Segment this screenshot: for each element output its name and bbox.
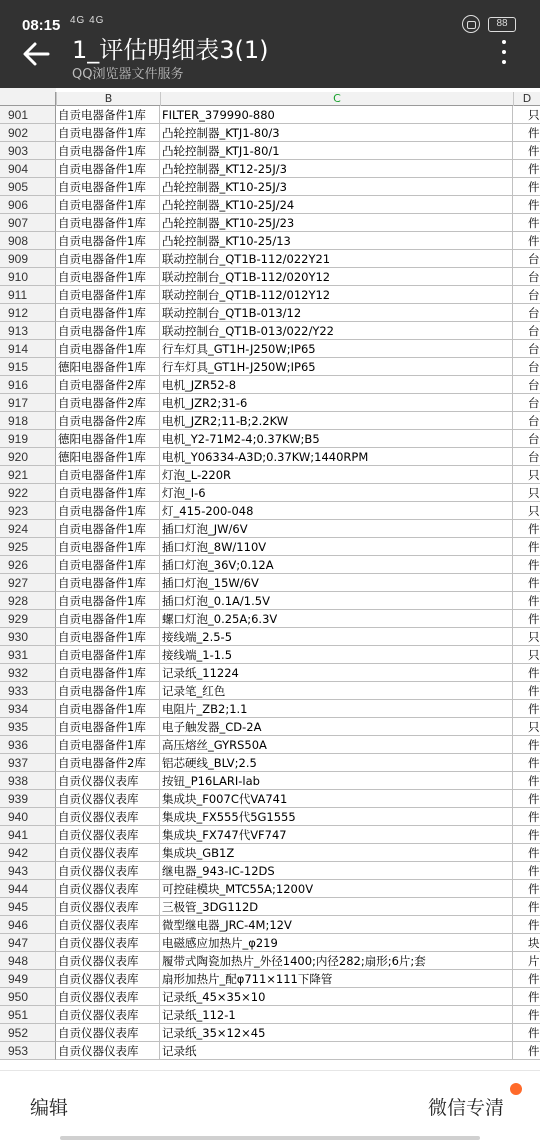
row-number[interactable]: 941 [0,826,56,844]
cell-d[interactable]: 件 [513,664,540,682]
row-number[interactable]: 945 [0,898,56,916]
table-row [0,304,540,322]
cell-b[interactable]: 自贡电器备件1库 [56,556,160,574]
cell-d[interactable]: 只 [513,466,540,484]
cell-d[interactable]: 台 [513,412,540,430]
cell-d[interactable]: 件 [513,1006,540,1024]
cell-c[interactable]: 插口灯泡_8W/110V [160,538,513,556]
cell-d[interactable]: 台 [513,250,540,268]
cell-b[interactable]: 自贡电器备件1库 [56,232,160,250]
row-number[interactable]: 903 [0,142,56,160]
cell-d[interactable]: 件 [513,520,540,538]
row-number[interactable]: 902 [0,124,56,142]
row-number[interactable]: 929 [0,610,56,628]
cell-c[interactable]: 电机_JZR2;31-6 [160,394,513,412]
cell-d[interactable]: 只 [513,718,540,736]
table-row [0,628,540,646]
table-row [0,376,540,394]
cell-c[interactable]: 电机_Y2-71M2-4;0.37KW;B5 [160,430,513,448]
cell-c[interactable]: 电磁感应加热片_φ219 [160,934,513,952]
cell-c[interactable]: 凸轮控制器_KT10-25/13 [160,232,513,250]
table-row [0,250,540,268]
row-number[interactable]: 915 [0,358,56,376]
cell-b[interactable]: 自贡电器备件1库 [56,646,160,664]
table-row [0,664,540,682]
cell-c[interactable]: 继电器_943-IC-12DS [160,862,513,880]
cell-b[interactable]: 自贡仪器仪表库 [56,934,160,952]
cell-d[interactable]: 件 [513,700,540,718]
table-row [0,430,540,448]
cell-b[interactable]: 自贡仪器仪表库 [56,1042,160,1060]
row-number[interactable]: 917 [0,394,56,412]
cell-c[interactable]: 记录纸_35×12×45 [160,1024,513,1042]
table-row [0,772,540,790]
page-subtitle: QQ浏览器文件服务 [72,67,184,82]
cell-c[interactable]: 铝芯硬线_BLV;2.5 [160,754,513,772]
table-row [0,1006,540,1024]
row-number[interactable]: 909 [0,250,56,268]
cell-b[interactable]: 自贡仪器仪表库 [56,844,160,862]
row-number[interactable]: 901 [0,106,56,124]
row-header-corner[interactable] [0,92,56,106]
table-row [0,394,540,412]
table-row [0,286,540,304]
row-number[interactable]: 932 [0,664,56,682]
row-number[interactable]: 940 [0,808,56,826]
cell-d[interactable]: 件 [513,160,540,178]
cell-d[interactable]: 台 [513,448,540,466]
cell-b[interactable]: 自贡电器备件1库 [56,736,160,754]
table-row [0,358,540,376]
cell-b[interactable]: 自贡电器备件1库 [56,574,160,592]
cell-d[interactable]: 件 [513,232,540,250]
cell-b[interactable]: 自贡仪器仪表库 [56,826,160,844]
cell-b[interactable]: 自贡电器备件1库 [56,700,160,718]
cell-d[interactable]: 件 [513,124,540,142]
table-row [0,232,540,250]
row-number[interactable]: 908 [0,232,56,250]
cell-c[interactable]: FILTER_379990-880 [160,106,513,124]
cell-d[interactable]: 件 [513,862,540,880]
row-number[interactable]: 934 [0,700,56,718]
table-row [0,934,540,952]
cell-b[interactable]: 自贡电器备件1库 [56,178,160,196]
cell-c[interactable]: 凸轮控制器_KT12-25J/3 [160,160,513,178]
back-arrow-icon[interactable] [18,36,54,72]
cell-d[interactable]: 块 [513,934,540,952]
row-number[interactable]: 950 [0,988,56,1006]
table-row [0,880,540,898]
table-row [0,898,540,916]
cell-d[interactable]: 件 [513,592,540,610]
table-row [0,196,540,214]
table-row [0,466,540,484]
table-row [0,484,540,502]
row-number[interactable]: 948 [0,952,56,970]
status-time: 08:15 [22,17,61,34]
row-number[interactable]: 904 [0,160,56,178]
row-number[interactable]: 907 [0,214,56,232]
cell-c[interactable]: 联动控制台_QT1B-112/012Y12 [160,286,513,304]
cell-c[interactable]: 微型继电器_JRC-4M;12V [160,916,513,934]
cell-b[interactable]: 自贡电器备件1库 [56,250,160,268]
row-number[interactable]: 952 [0,1024,56,1042]
row-number[interactable]: 926 [0,556,56,574]
row-number[interactable]: 913 [0,322,56,340]
cell-b[interactable]: 德阳电器备件1库 [56,448,160,466]
cell-c[interactable]: 电子触发器_CD-2A [160,718,513,736]
table-row [0,700,540,718]
row-number[interactable]: 942 [0,844,56,862]
row-number[interactable]: 953 [0,1042,56,1060]
cell-d[interactable]: 件 [513,844,540,862]
cell-b[interactable]: 自贡电器备件1库 [56,502,160,520]
row-number[interactable]: 911 [0,286,56,304]
row-number[interactable]: 947 [0,934,56,952]
cell-d[interactable]: 件 [513,880,540,898]
row-number[interactable]: 910 [0,268,56,286]
table-row [0,970,540,988]
cell-d[interactable]: 件 [513,196,540,214]
cell-d[interactable]: 件 [513,826,540,844]
table-row [0,610,540,628]
bottom-bar [0,1070,540,1140]
cell-d[interactable]: 件 [513,808,540,826]
cell-d[interactable]: 件 [513,772,540,790]
table-row [0,682,540,700]
cell-b[interactable]: 自贡仪器仪表库 [56,898,160,916]
cell-c[interactable]: 插口灯泡_0.1A/1.5V [160,592,513,610]
cell-c[interactable]: 凸轮控制器_KT10-25J/24 [160,196,513,214]
signal-icon: 4G 4G [70,15,105,26]
wechat-clean-button[interactable]: 微信专清 [428,1097,505,1119]
table-row [0,106,540,124]
row-number[interactable]: 927 [0,574,56,592]
table-row [0,448,540,466]
battery-icon: 88 [488,17,516,32]
cell-c[interactable]: 按钮_P16LARI-lab [160,772,513,790]
row-number[interactable]: 944 [0,880,56,898]
cell-d[interactable]: 件 [513,736,540,754]
table-row [0,1042,540,1060]
table-row [0,412,540,430]
table-row [0,862,540,880]
cell-c[interactable]: 凸轮控制器_KT10-25J/23 [160,214,513,232]
row-number[interactable]: 949 [0,970,56,988]
cell-b[interactable]: 自贡仪器仪表库 [56,772,160,790]
cell-c[interactable]: 插口灯泡_15W/6V [160,574,513,592]
cell-b[interactable]: 自贡仪器仪表库 [56,1006,160,1024]
cell-b[interactable]: 自贡电器备件1库 [56,538,160,556]
cell-d[interactable]: 件 [513,538,540,556]
cell-c[interactable]: 联动控制台_QT1B-112/020Y12 [160,268,513,286]
table-row [0,952,540,970]
table-row [0,160,540,178]
cell-c[interactable]: 可控硅模块_MTC55A;1200V [160,880,513,898]
cell-d[interactable]: 件 [513,556,540,574]
row-number[interactable]: 943 [0,862,56,880]
table-row [0,808,540,826]
app-bar [0,0,540,88]
cell-c[interactable]: 电阻片_ZB2;1.1 [160,700,513,718]
row-number[interactable]: 906 [0,196,56,214]
table-row [0,502,540,520]
cell-b[interactable]: 德阳电器备件1库 [56,430,160,448]
table-row [0,178,540,196]
cell-d[interactable]: 件 [513,754,540,772]
cell-b[interactable]: 自贡仪器仪表库 [56,988,160,1006]
cell-d[interactable]: 件 [513,682,540,700]
cell-c[interactable]: 记录纸_45×35×10 [160,988,513,1006]
spreadsheet[interactable] [0,88,540,1070]
cell-d[interactable]: 件 [513,898,540,916]
cell-b[interactable]: 自贡电器备件1库 [56,718,160,736]
cell-d[interactable]: 只 [513,502,540,520]
cell-c[interactable]: 凸轮控制器_KT10-25J/3 [160,178,513,196]
cell-d[interactable]: 只 [513,628,540,646]
table-row [0,340,540,358]
row-number[interactable]: 918 [0,412,56,430]
cell-b[interactable]: 自贡电器备件1库 [56,682,160,700]
cell-b[interactable]: 自贡电器备件1库 [56,304,160,322]
cell-d[interactable]: 台 [513,268,540,286]
cell-d[interactable]: 只 [513,484,540,502]
table-row [0,844,540,862]
notification-dot [510,1083,522,1095]
table-row [0,988,540,1006]
cell-b[interactable]: 自贡电器备件1库 [56,214,160,232]
cell-d[interactable]: 件 [513,142,540,160]
cell-d[interactable]: 件 [513,790,540,808]
cell-c[interactable]: 联动控制台_QT1B-013/12 [160,304,513,322]
cell-b[interactable]: 自贡电器备件1库 [56,664,160,682]
cell-c[interactable]: 集成块_FX747代VF747 [160,826,513,844]
cell-d[interactable]: 台 [513,358,540,376]
cell-c[interactable]: 插口灯泡_36V;0.12A [160,556,513,574]
cell-d[interactable]: 件 [513,1042,540,1060]
table-row [0,1024,540,1042]
table-row [0,268,540,286]
cell-d[interactable]: 只 [513,646,540,664]
cell-b[interactable]: 自贡仪器仪表库 [56,862,160,880]
cell-d[interactable]: 只 [513,106,540,124]
table-row [0,754,540,772]
cell-c[interactable]: 履带式陶瓷加热片_外径1400;内径282;扇形;6片;套 [160,952,513,970]
row-number[interactable]: 939 [0,790,56,808]
table-row [0,916,540,934]
cell-c[interactable]: 电机_JZR52-8 [160,376,513,394]
row-number[interactable]: 951 [0,1006,56,1024]
row-number[interactable]: 946 [0,916,56,934]
cell-b[interactable]: 自贡电器备件1库 [56,106,160,124]
cell-b[interactable]: 自贡电器备件1库 [56,322,160,340]
table-row [0,718,540,736]
table-row [0,556,540,574]
row-number[interactable]: 936 [0,736,56,754]
cell-d[interactable]: 台 [513,394,540,412]
cell-b[interactable]: 自贡仪器仪表库 [56,808,160,826]
cell-c[interactable]: 联动控制台_QT1B-013/022/Y22 [160,322,513,340]
row-number[interactable]: 935 [0,718,56,736]
cell-d[interactable]: 片 [513,952,540,970]
column-header-d[interactable]: D [513,92,540,106]
cell-d[interactable]: 台 [513,340,540,358]
cell-b[interactable]: 自贡电器备件1库 [56,484,160,502]
cell-b[interactable]: 自贡电器备件1库 [56,628,160,646]
cell-d[interactable]: 件 [513,916,540,934]
cell-b[interactable]: 自贡电器备件2库 [56,754,160,772]
cell-c[interactable]: 行车灯具_GT1H-J250W;IP65 [160,358,513,376]
row-number[interactable]: 920 [0,448,56,466]
cell-b[interactable]: 自贡电器备件1库 [56,520,160,538]
row-number[interactable]: 924 [0,520,56,538]
row-number[interactable]: 905 [0,178,56,196]
table-row [0,124,540,142]
cell-c[interactable]: 集成块_FX555代5G1555 [160,808,513,826]
cell-d[interactable]: 台 [513,286,540,304]
table-row [0,790,540,808]
cell-b[interactable]: 自贡仪器仪表库 [56,1024,160,1042]
cell-b[interactable]: 自贡电器备件2库 [56,412,160,430]
cell-c[interactable]: 记录纸_112-1 [160,1006,513,1024]
cell-b[interactable]: 自贡电器备件1库 [56,196,160,214]
table-row [0,574,540,592]
rotation-lock-icon [462,15,480,33]
cell-d[interactable]: 台 [513,430,540,448]
cell-c[interactable]: 记录笔_红色 [160,682,513,700]
table-row [0,538,540,556]
cell-b[interactable]: 自贡仪器仪表库 [56,970,160,988]
table-row [0,142,540,160]
cell-c[interactable]: 行车灯具_GT1H-J250W;IP65 [160,340,513,358]
column-header-row [0,92,540,106]
cell-d[interactable]: 件 [513,214,540,232]
cell-c[interactable]: 高压熔丝_GYRS50A [160,736,513,754]
cell-c[interactable]: 接线端_2.5-5 [160,628,513,646]
cell-c[interactable]: 接线端_1-1.5 [160,646,513,664]
cell-b[interactable]: 自贡仪器仪表库 [56,952,160,970]
cell-b[interactable]: 自贡电器备件2库 [56,376,160,394]
row-number[interactable]: 923 [0,502,56,520]
cell-b[interactable]: 自贡电器备件1库 [56,124,160,142]
cell-b[interactable]: 自贡电器备件1库 [56,610,160,628]
row-number[interactable]: 933 [0,682,56,700]
cell-d[interactable]: 件 [513,970,540,988]
cell-d[interactable]: 件 [513,178,540,196]
cell-c[interactable]: 灯泡_L-220R [160,466,513,484]
cell-c[interactable]: 电机_JZR2;11-B;2.2KW [160,412,513,430]
cell-c[interactable]: 记录纸_11224 [160,664,513,682]
cell-c[interactable]: 联动控制台_QT1B-112/022Y21 [160,250,513,268]
cell-b[interactable]: 自贡电器备件1库 [56,466,160,484]
cell-c[interactable]: 螺口灯泡_0.25A;6.3V [160,610,513,628]
row-number[interactable]: 914 [0,340,56,358]
table-row [0,322,540,340]
column-header-c[interactable]: C [160,92,513,106]
cell-b[interactable]: 自贡电器备件1库 [56,268,160,286]
row-number[interactable]: 922 [0,484,56,502]
table-row [0,736,540,754]
cell-d[interactable]: 件 [513,988,540,1006]
home-indicator [60,1136,480,1140]
cell-d[interactable]: 件 [513,610,540,628]
row-number[interactable]: 919 [0,430,56,448]
cell-c[interactable]: 灯泡_I-6 [160,484,513,502]
cell-c[interactable]: 插口灯泡_JW/6V [160,520,513,538]
row-number[interactable]: 916 [0,376,56,394]
table-row [0,214,540,232]
table-row [0,646,540,664]
cell-c[interactable]: 集成块_F007C代VA741 [160,790,513,808]
row-number[interactable]: 938 [0,772,56,790]
cell-b[interactable]: 自贡电器备件2库 [56,394,160,412]
cell-b[interactable]: 自贡仪器仪表库 [56,790,160,808]
cell-c[interactable]: 凸轮控制器_KTJ1-80/1 [160,142,513,160]
table-row [0,520,540,538]
row-number[interactable]: 937 [0,754,56,772]
cell-c[interactable]: 凸轮控制器_KTJ1-80/3 [160,124,513,142]
cell-b[interactable]: 自贡仪器仪表库 [56,880,160,898]
cell-b[interactable]: 自贡电器备件1库 [56,286,160,304]
row-number[interactable]: 925 [0,538,56,556]
row-number[interactable]: 921 [0,466,56,484]
cell-b[interactable]: 自贡电器备件1库 [56,160,160,178]
cell-d[interactable]: 台 [513,322,540,340]
cell-c[interactable]: 电机_Y06334-A3D;0.37KW;1440RPM [160,448,513,466]
cell-c[interactable]: 扇形加热片_配φ711×111下降管 [160,970,513,988]
row-number[interactable]: 930 [0,628,56,646]
page-title: 1_评估明细表3(1) [72,36,269,64]
column-header-b[interactable]: B [56,92,160,106]
row-number[interactable]: 931 [0,646,56,664]
more-menu-icon[interactable] [494,38,514,68]
table-row [0,826,540,844]
cell-c[interactable]: 记录纸 [160,1042,513,1060]
row-number[interactable]: 912 [0,304,56,322]
cell-c[interactable]: 集成块_GB1Z [160,844,513,862]
cell-b[interactable]: 自贡仪器仪表库 [56,916,160,934]
cell-b[interactable]: 德阳电器备件1库 [56,358,160,376]
cell-b[interactable]: 自贡电器备件1库 [56,592,160,610]
cell-d[interactable]: 台 [513,304,540,322]
cell-d[interactable]: 台 [513,376,540,394]
table-row [0,592,540,610]
cell-d[interactable]: 件 [513,574,540,592]
cell-b[interactable]: 自贡电器备件1库 [56,142,160,160]
edit-button[interactable]: 编辑 [30,1097,69,1119]
cell-b[interactable]: 自贡电器备件1库 [56,340,160,358]
cell-c[interactable]: 三极管_3DG112D [160,898,513,916]
cell-d[interactable]: 件 [513,1024,540,1042]
cell-c[interactable]: 灯_415-200-048 [160,502,513,520]
row-number[interactable]: 928 [0,592,56,610]
